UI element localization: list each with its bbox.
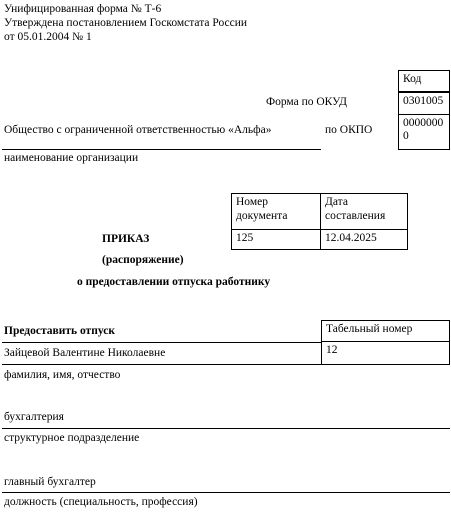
department-underline (2, 428, 450, 429)
okpo-value-line1: 0000000 (403, 117, 444, 129)
organization-caption: наименование организации (4, 152, 139, 164)
position-underline (2, 492, 450, 493)
code-header-label: Код (403, 73, 422, 85)
okud-label: Форма по ОКУД (266, 96, 347, 108)
approval-date-line: от 05.01.2004 № 1 (4, 31, 92, 43)
order-subtitle: (распоряжение) (102, 254, 184, 266)
employee-full-name: Зайцевой Валентине Николаевне (4, 347, 166, 359)
document-number-value: 125 (236, 232, 254, 244)
okud-value: 0301005 (403, 95, 444, 107)
tab-number-header-cell (321, 320, 450, 342)
okud-value-cell (398, 91, 450, 115)
okpo-label: по ОКПО (325, 124, 373, 136)
position-caption: должность (специальность, профессия) (4, 496, 198, 508)
order-purpose: о предоставлении отпуска работнику (77, 276, 271, 288)
position-value: главный бухгалтер (4, 476, 96, 488)
document-date-header-cell (320, 193, 408, 230)
grant-label-underline (2, 342, 321, 343)
form-code-line: Унифицированная форма № Т-6 (4, 3, 162, 15)
grant-leave-label: Предоставить отпуск (4, 325, 115, 337)
full-name-caption: фамилия, имя, отчество (4, 369, 121, 381)
approval-line: Утверждена постановлением Госкомстата России (4, 17, 248, 29)
document-date-cell (320, 229, 408, 250)
document-number-cell (231, 229, 321, 250)
document-number-header: Номер документа (236, 196, 288, 222)
organization-name: Общество с ограниченной ответственностью «Альфа» (4, 124, 272, 136)
organization-underline (2, 149, 321, 150)
code-header-cell (398, 70, 450, 92)
document-date-header: Дата составления (325, 196, 386, 222)
tab-number-header: Табельный номер (326, 323, 413, 335)
order-title: ПРИКАЗ (102, 233, 150, 245)
department-value: бухгалтерия (4, 411, 64, 423)
okpo-value-line2: 0 (403, 130, 409, 143)
department-caption: структурное подразделение (4, 432, 140, 444)
document-date-value: 12.04.2025 (325, 232, 377, 244)
okpo-value-cell (398, 114, 450, 150)
document-number-header-cell (231, 193, 321, 230)
tab-number-cell (321, 341, 450, 365)
tab-number-value: 12 (326, 344, 338, 356)
full-name-underline (2, 364, 450, 365)
